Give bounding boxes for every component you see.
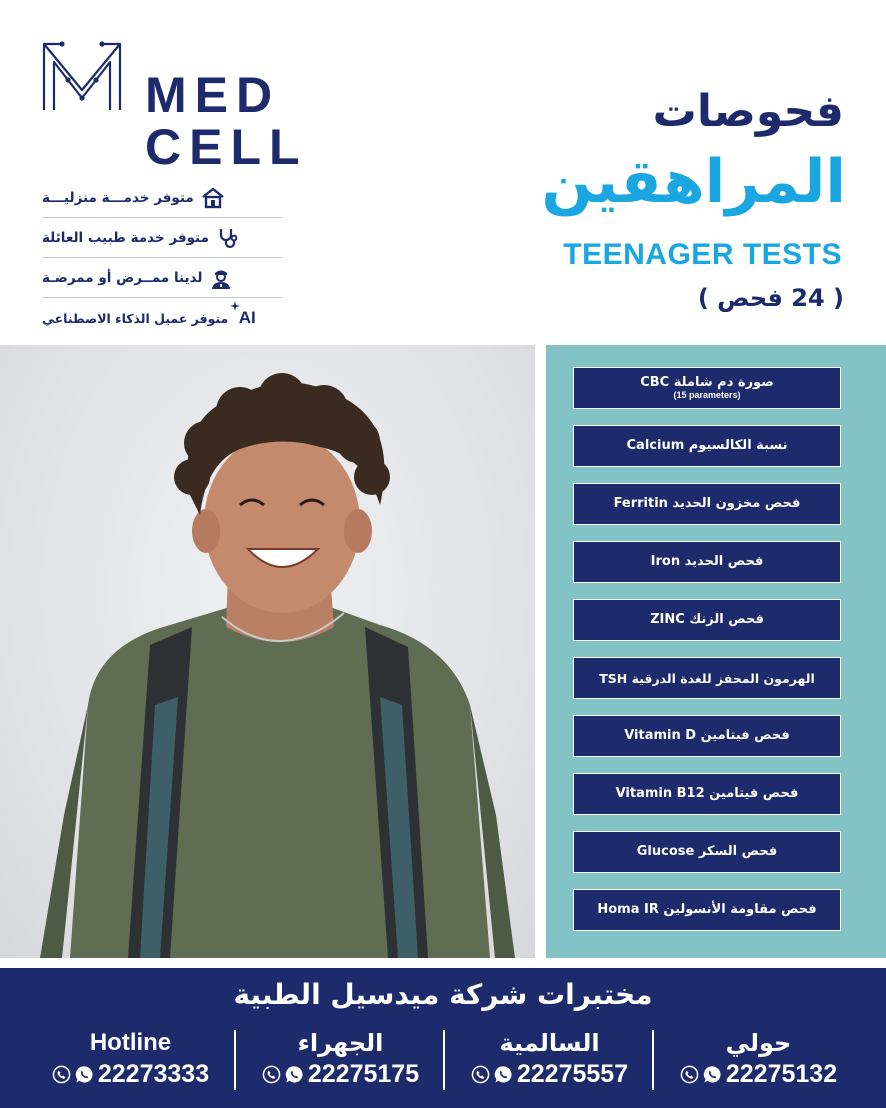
logo-mark-icon	[40, 40, 124, 112]
branch-hawalli	[656, 1030, 861, 1092]
tests-count: ( 24 فحص )	[697, 284, 844, 312]
service-ai-agent	[42, 298, 282, 338]
test-item-homa-ir	[573, 889, 841, 931]
home-icon	[200, 185, 226, 211]
phone-icon	[680, 1065, 699, 1084]
stethoscope-icon	[215, 225, 241, 251]
footer-divider	[443, 1030, 445, 1090]
footer-divider	[652, 1030, 654, 1090]
whatsapp-icon	[285, 1065, 304, 1084]
nurse-icon	[208, 265, 234, 291]
test-sublabel: (15 parameters)	[673, 389, 741, 400]
phone-icon	[52, 1065, 71, 1084]
phone-icon	[262, 1065, 281, 1084]
whatsapp-icon	[494, 1065, 513, 1084]
phone-number[interactable]: 22275557	[516, 1060, 629, 1089]
test-label: فحص الزنك ZINC	[650, 612, 764, 628]
test-item-cbc	[573, 367, 841, 409]
test-item-iron	[573, 541, 841, 583]
branch-name: السالمية	[499, 1029, 600, 1057]
tests-panel	[546, 345, 886, 958]
phone-icon	[471, 1065, 490, 1084]
service-family-doctor	[42, 218, 282, 258]
service-home	[42, 178, 282, 218]
branch-jahra	[238, 1030, 443, 1092]
test-label: الهرمون المحفز للغدة الدرقية TSH	[599, 670, 815, 686]
teenager-photo	[0, 345, 535, 958]
branch-phone-row	[447, 1060, 652, 1089]
test-label: فحص الحديد Iron	[650, 554, 764, 570]
title-line-2: المراهقين	[541, 147, 846, 217]
test-item-vitamin-b12	[573, 773, 841, 815]
branch-name: Hotline	[89, 1029, 172, 1056]
teenager-illustration	[0, 345, 535, 958]
service-nurse-text: لدينا ممــرض أو ممرضـة	[42, 269, 203, 286]
test-item-vitamin-d	[573, 715, 841, 757]
branch-phone-row	[28, 1060, 233, 1089]
services-list	[42, 178, 282, 338]
service-ai-agent-text: متوفر عميل الذكاء الاصطناعي	[42, 310, 229, 326]
service-nurse	[42, 258, 282, 298]
footer-title: مختبرات شركة ميدسيل الطبية	[233, 978, 653, 1011]
ai-badge: AI	[238, 308, 256, 327]
logo-word-med: MED	[145, 67, 281, 123]
test-label: فحص مقاومة الأنسولين Homa IR	[597, 902, 817, 918]
phone-number[interactable]: 22275175	[307, 1060, 420, 1089]
branch-name: حولي	[725, 1029, 792, 1057]
branch-hotline	[28, 1030, 233, 1092]
service-family-doctor-text: متوفر خدمة طبيب العائلة	[42, 229, 209, 246]
footer-divider	[234, 1030, 236, 1090]
header	[0, 0, 886, 345]
logo-word-cell: CELL	[145, 119, 308, 175]
test-label: فحص مخزون الحديد Ferritin	[613, 496, 801, 512]
title-line-1: فحوصات	[652, 86, 844, 137]
test-label: فحص فيتامين Vitamin B12	[615, 786, 799, 802]
test-item-tsh	[573, 657, 841, 699]
phone-number[interactable]: 22273333	[97, 1060, 210, 1089]
phone-number[interactable]: 22275132	[725, 1060, 838, 1089]
test-label: نسبة الكالسيوم Calcium	[626, 438, 788, 454]
footer	[0, 968, 886, 1108]
branch-salmiya	[447, 1030, 652, 1092]
test-item-ferritin	[573, 483, 841, 525]
test-label: فحص فيتامين Vitamin D	[624, 728, 790, 744]
test-label: صورة دم شاملة CBC	[640, 375, 774, 391]
medcell-logo	[40, 40, 308, 175]
branch-name: الجهراء	[297, 1029, 384, 1057]
test-item-zinc	[573, 599, 841, 641]
test-item-glucose	[573, 831, 841, 873]
branch-phone-row	[656, 1060, 861, 1089]
ai-sparkle-icon	[234, 305, 260, 331]
service-home-text: متوفر خدمـــة منزليـــة	[42, 189, 194, 206]
title-english: TEENAGER TESTS	[563, 238, 842, 271]
branch-phone-row	[238, 1060, 443, 1089]
test-label: فحص السكر Glucose	[636, 844, 778, 860]
test-item-calcium	[573, 425, 841, 467]
whatsapp-icon	[703, 1065, 722, 1084]
whatsapp-icon	[75, 1065, 94, 1084]
